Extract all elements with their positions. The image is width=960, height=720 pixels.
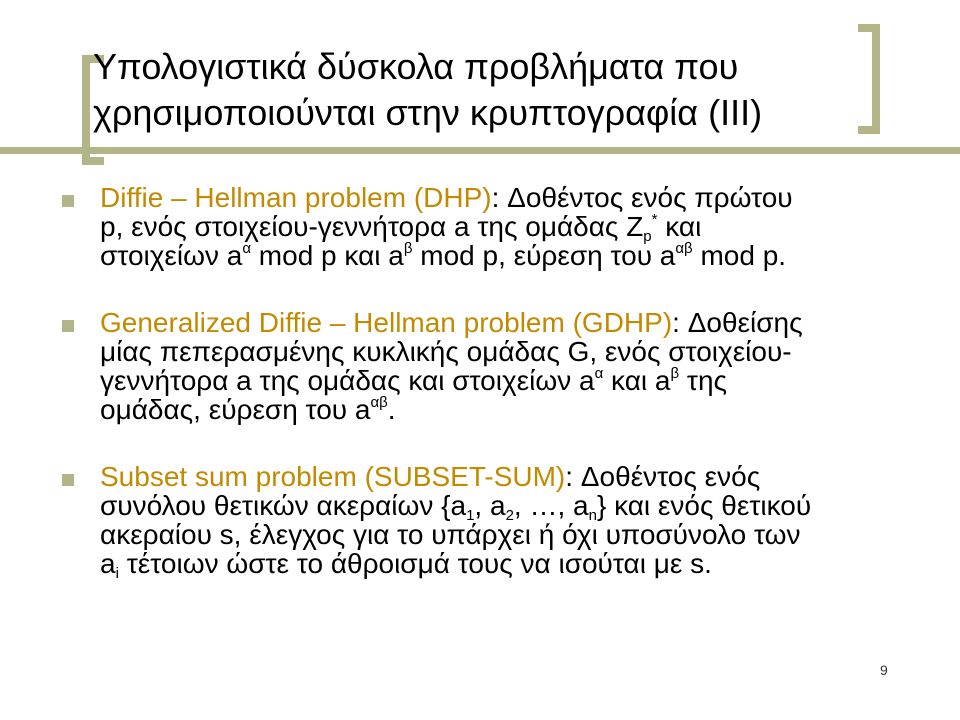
subscript: p [643, 228, 652, 245]
superscript: α [242, 240, 252, 257]
left-bracket-bottom [82, 157, 104, 165]
text-run: ακεραίου s, έλεγχος για το υπάρχει ή όχι υποσύνολο των [100, 519, 801, 550]
text-run: και a [603, 365, 671, 396]
item-line [100, 520, 920, 549]
text-run: ομάδας, εύρεση του a [100, 394, 371, 425]
superscript: β [403, 240, 413, 257]
text-run: : Δοθέντος ενός [565, 461, 761, 492]
text-run: και [657, 211, 702, 242]
item-line [100, 395, 920, 424]
term-label: Generalized Diffie – Hellman problem (GDHP) [100, 307, 673, 338]
term-label: Diffie – Hellman problem (DHP) [100, 182, 492, 213]
header-line [0, 147, 960, 154]
text-run: στοιχείων a [100, 240, 243, 271]
text-run: mod p, εύρεση του a [412, 240, 676, 271]
bullet-square-icon [62, 474, 74, 486]
text-run: , a [474, 490, 506, 521]
text-run: : Δοθέντος ενός πρώτου [491, 182, 793, 213]
subscript: 1 [466, 507, 475, 524]
subscript: 2 [505, 507, 514, 524]
text-run: p, ενός στοιχείου-γεννήτορα a της ομάδας Z [100, 211, 644, 242]
slide-title [93, 44, 913, 136]
item-line [100, 308, 920, 337]
item-line [100, 366, 920, 395]
item-line [100, 548, 920, 582]
text-run: } και ενός θετικού [596, 490, 812, 521]
term-label: Subset sum problem (SUBSET-SUM) [100, 461, 566, 492]
text-run: . [387, 394, 396, 425]
text-run: της [679, 365, 728, 396]
right-bracket-top [858, 24, 880, 32]
text-run: mod p. [692, 240, 787, 271]
superscript: * [651, 211, 658, 228]
list-item-subset-sum [60, 461, 920, 582]
superscript: β [670, 365, 680, 382]
item-line [100, 241, 920, 270]
item-line [100, 211, 920, 245]
item-line [100, 462, 920, 491]
bullet-square-icon [62, 195, 74, 207]
bullet-list [60, 183, 920, 616]
item-line [100, 490, 920, 524]
subscript: n [588, 507, 597, 524]
title-line-2: χρησιμοποιούνται στην κρυπτογραφία (ΙΙΙ) [93, 92, 763, 133]
superscript: αβ [370, 394, 388, 411]
title-line-1: Υπολογιστικά δύσκολα προβλήματα που [93, 46, 739, 87]
subscript: i [115, 565, 119, 582]
text-run: , …, a [513, 490, 589, 521]
text-run: : Δοθείσης [672, 307, 803, 338]
text-run: τέτοιων ώστε το άθροισμά τους να ισούται με s. [118, 548, 712, 579]
bullet-square-icon [62, 320, 74, 332]
superscript: αβ [675, 240, 693, 257]
text-run: mod p και a [251, 240, 404, 271]
text-run: γεννήτορα a της ομάδας και στοιχείων a [100, 365, 595, 396]
item-line [100, 337, 920, 366]
text-run: a [100, 548, 116, 579]
list-item-dhp [60, 183, 920, 270]
superscript: α [594, 365, 604, 382]
page-number: 9 [880, 662, 888, 678]
text-run: συνόλου θετικών ακεραίων {a [100, 490, 467, 521]
item-line [100, 183, 920, 212]
left-bracket-vertical [82, 55, 90, 165]
text-run: μίας πεπερασμένης κυκλικής ομάδας G, ενός στοιχείου- [100, 336, 792, 367]
list-item-gdhp [60, 308, 920, 424]
